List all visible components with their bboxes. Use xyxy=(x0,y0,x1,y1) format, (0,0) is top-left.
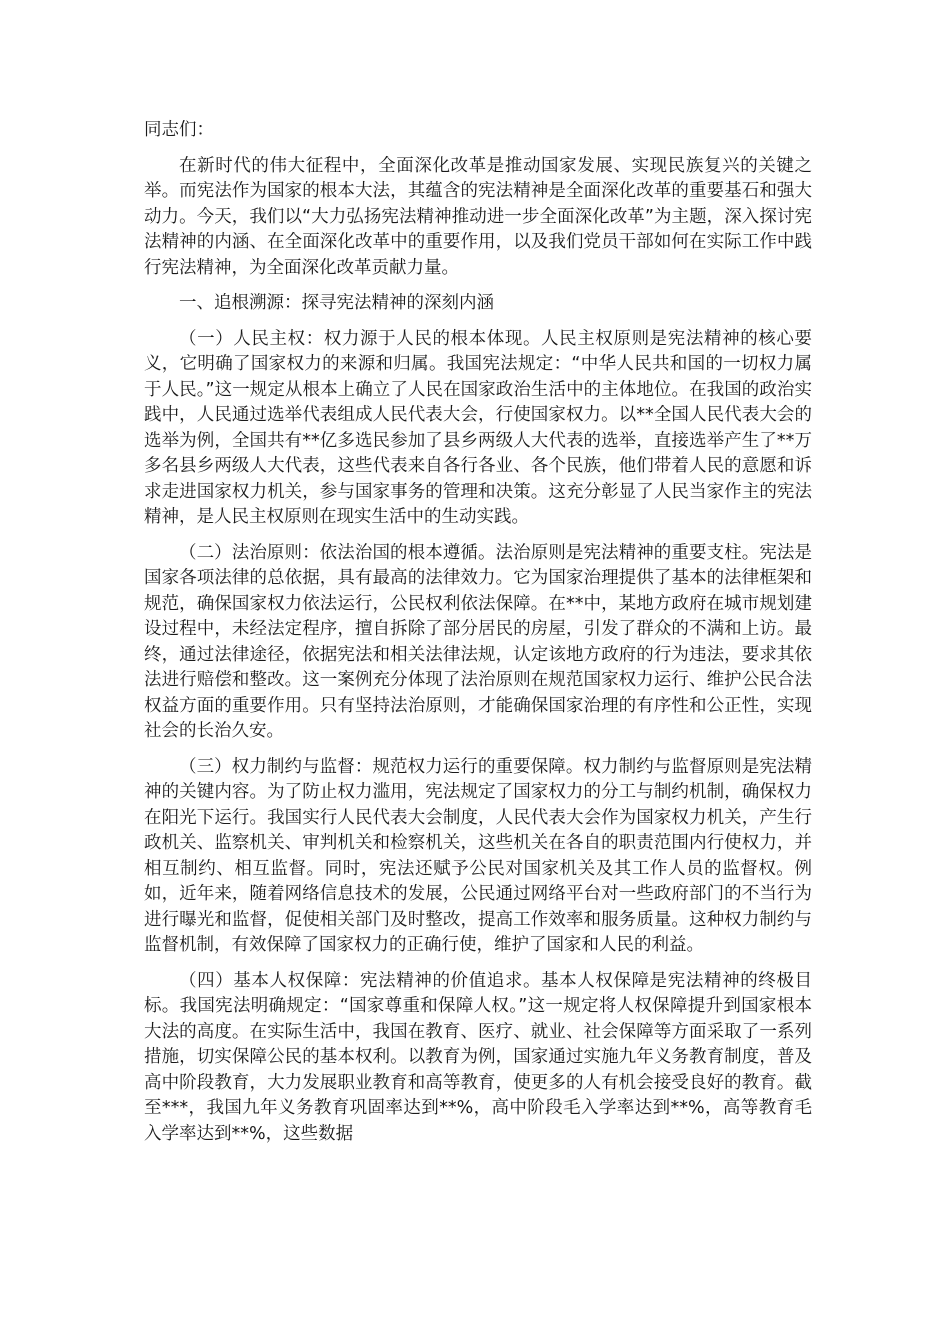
paragraph-rule-of-law: （二）法治原则：依法治国的根本遵循。法治原则是宪法精神的重要支柱。宪法是国家各项法律的总依据，具有最高的法律效力。它为国家治理提供了基本的法律框架和规范，确保国家权力依法运行，公民权利依法保障。在**中，某地方政府在城市规划建设过程中，未经法定程序，擅自拆除了部分居民的房屋，引发了群众的不满和上访。最终，通过法律途径，依据宪法和相关法律法规，认定该地方政府的行为违法，要求其依法进行赔偿和整改。这一案例充分体现了法治原则在规范国家权力运行、维护公民合法权益方面的重要作用。只有坚持法治原则，才能确保国家治理的有序性和公正性，实现社会的长治久安。 xyxy=(144,542,812,741)
paragraph-human-rights: （四）基本人权保障：宪法精神的价值追求。基本人权保障是宪法精神的终极目标。我国宪法明确规定：“国家尊重和保障人权。”这一规定将人权保障提升到国家根本大法的高度。在实际生活中，我国在教育、医疗、就业、社会保障等方面采取了一系列措施，切实保障公民的基本权利。以教育为例，国家通过实施九年义务教育制度，普及高中阶段教育，大力发展职业教育和高等教育，使更多的人有机会接受良好的教育。截至***，我国九年义务教育巩固率达到**%，高中阶段毛入学率达到**%，高等教育毛入学率达到**%，这些数据 xyxy=(144,970,812,1144)
paragraph-power-supervision: （三）权力制约与监督：规范权力运行的重要保障。权力制约与监督原则是宪法精神的关键内容。为了防止权力滥用，宪法规定了国家权力的分工与制约机制，确保权力在阳光下运行。我国实行人民代表大会制度，人民代表大会作为国家权力机关，产生行政机关、监察机关、审判机关和检察机关，这些机关在各自的职责范围内行使权力，并相互制约、相互监督。同时，宪法还赋予公民对国家机关及其工作人员的监督权。例如，近年来，随着网络信息技术的发展，公民通过网络平台对一些政府部门的不当行为进行曝光和监督，促使相关部门及时整改，提高工作效率和服务质量。这种权力制约与监督机制，有效保障了国家权力的正确行使，维护了国家和人民的利益。 xyxy=(144,756,812,955)
document-page xyxy=(144,118,812,1157)
greeting: 同志们： xyxy=(144,120,214,140)
intro-paragraph: 在新时代的伟大征程中，全面深化改革是推动国家发展、实现民族复兴的关键之举。而宪法作为国家的根本大法，其蕴含的宪法精神是全面深化改革的重要基石和强大动力。今天，我们以“大力弘扬宪法精神推动进一步全面深化改革”为主题，深入探讨宪法精神的内涵、在全面深化改革中的重要作用，以及我们党员干部如何在实际工作中践行宪法精神，为全面深化改革贡献力量。 xyxy=(144,155,812,278)
paragraph-people-sovereignty: （一）人民主权：权力源于人民的根本体现。人民主权原则是宪法精神的核心要义，它明确了国家权力的来源和归属。我国宪法规定：“中华人民共和国的一切权力属于人民。”这一规定从根本上确立了人民在国家政治生活中的主体地位。在我国的政治实践中，人民通过选举代表组成人民代表大会，行使国家权力。以**全国人民代表大会的选举为例，全国共有**亿多选民参加了县乡两级人大代表的选举，直接选举产生了**万多名县乡两级人大代表，这些代表来自各行各业、各个民族，他们带着人民的意愿和诉求走进国家权力机关，参与国家事务的管理和决策。这充分彰显了人民当家作主的宪法精神，是人民主权原则在现实生活中的生动实践。 xyxy=(144,328,812,527)
section-heading-1: 一、追根溯源：探寻宪法精神的深刻内涵 xyxy=(179,293,494,313)
